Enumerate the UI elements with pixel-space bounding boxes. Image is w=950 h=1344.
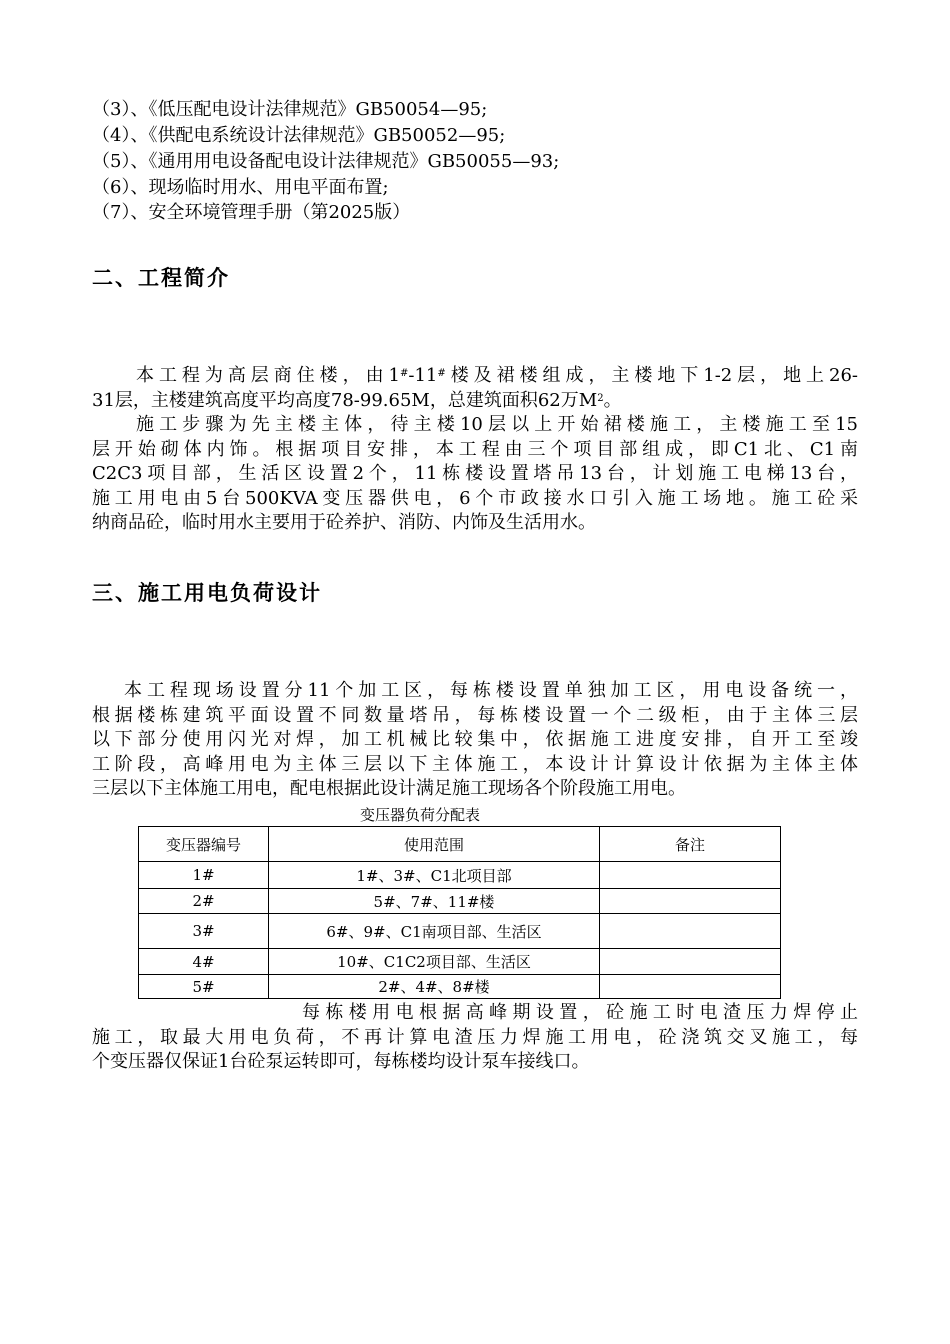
table-cell: 5#、7#、11#楼	[269, 889, 600, 914]
table-caption: 变压器负荷分配表	[360, 806, 481, 824]
paragraph-line: 31层，主楼建筑高度平均高度78-99.65M，总建筑面积62万$M^2$。	[92, 389, 622, 411]
table-cell: 4#	[139, 949, 269, 975]
transformer-load-table	[138, 826, 781, 999]
table-row	[139, 889, 781, 914]
table-cell: 2#	[139, 889, 269, 914]
reference-item: （6）、现场临时用水、用电平面布置;	[92, 177, 389, 198]
table-cell: 10#、C1C2项目部、生活区	[269, 949, 600, 975]
project-overview-paragraph-1	[92, 364, 858, 413]
table-cell: 3#	[139, 914, 269, 949]
table-cell: 6#、9#、C1南项目部、生活区	[269, 914, 600, 949]
reference-item: （5）、《通用用电设备配电设计法律规范》GB50055—93;	[92, 151, 560, 172]
table-cell	[600, 862, 781, 889]
reference-item: （4）、《供配电系统设计法律规范》GB50052—95;	[92, 125, 506, 146]
table-header-row	[139, 827, 781, 862]
paragraph-line: 本工程现场设置分11个加工区，每栋楼设置单独加工区，用电设备统一，	[124, 680, 858, 701]
paragraph-line: 工阶段，高峰用电为主体三层以下主体施工，本设计计算设计依据为主体主体	[92, 753, 858, 775]
load-design-paragraph-1	[92, 679, 858, 802]
paragraph-line: C2C3项目部，生活区设置2个，11栋楼设置塔吊13台，计划施工电梯13台，	[92, 463, 858, 484]
table-cell	[600, 889, 781, 914]
paragraph-line: 个变压器仅保证1台砼泵运转即可，每栋楼均设计泵车接线口。	[92, 1051, 590, 1072]
reference-item: （3）、《低压配电设计法律规范》GB50054—95;	[92, 99, 488, 120]
load-design-paragraph-2	[92, 1001, 858, 1075]
paragraph-line: 层开始砌体内饰。根据项目安排，本工程由三个项目部组成，即C1北、C1南	[92, 438, 858, 460]
table-cell	[600, 975, 781, 999]
table-cell: 5#	[139, 975, 269, 999]
paragraph-line: 三层以下主体施工用电，配电根据此设计满足施工现场各个阶段施工用电。	[92, 778, 686, 799]
table-row	[139, 949, 781, 975]
section-heading-load-design: 三、施工用电负荷设计	[92, 581, 322, 605]
paragraph-line: 施工，取最大用电负荷，不再计算电渣压力焊施工用电，砼浇筑交叉施工，每	[92, 1026, 858, 1048]
project-overview-paragraph-2	[92, 413, 858, 536]
header-cell: 备注	[600, 827, 781, 862]
paragraph-line: 根据楼栋建筑平面设置不同数量塔吊，每栋楼设置一个二级柜，由于主体三层	[92, 704, 858, 726]
table-cell	[600, 949, 781, 975]
section-heading-project-overview: 二、工程简介	[92, 266, 230, 290]
table-cell: 2#、4#、8#楼	[269, 975, 600, 999]
table-cell	[600, 914, 781, 949]
table-row	[139, 914, 781, 949]
table-cell: 1#、3#、C1北项目部	[269, 862, 600, 889]
paragraph-line: 以下部分使用闪光对焊，加工机械比较集中，依据施工进度安排，自开工至竣	[92, 729, 858, 750]
paragraph-line: 施工步骤为先主楼主体，待主楼10层以上开始裙楼施工，主楼施工至15	[136, 414, 858, 435]
header-cell: 使用范围	[269, 827, 600, 862]
table-cell: 1#	[139, 862, 269, 889]
paragraph-line: 每栋楼用电根据高峰期设置，砼施工时电渣压力焊停止	[302, 1002, 858, 1023]
paragraph-line: 纳商品砼，临时用水主要用于砼养护、消防、内饰及生活用水。	[92, 512, 596, 533]
table-row	[139, 862, 781, 889]
paragraph-line: 本工程为高层商住楼，由1#-11#楼及裙楼组成，主楼地下1-2层，地上26-	[136, 365, 858, 386]
table-row	[139, 975, 781, 999]
paragraph-line: 施工用电由5台500KVA变压器供电，6个市政接水口引入施工场地。施工砼采	[92, 487, 858, 509]
header-cell: 变压器编号	[139, 827, 269, 862]
reference-item: （7）、安全环境管理手册（第2025版）	[92, 202, 411, 223]
